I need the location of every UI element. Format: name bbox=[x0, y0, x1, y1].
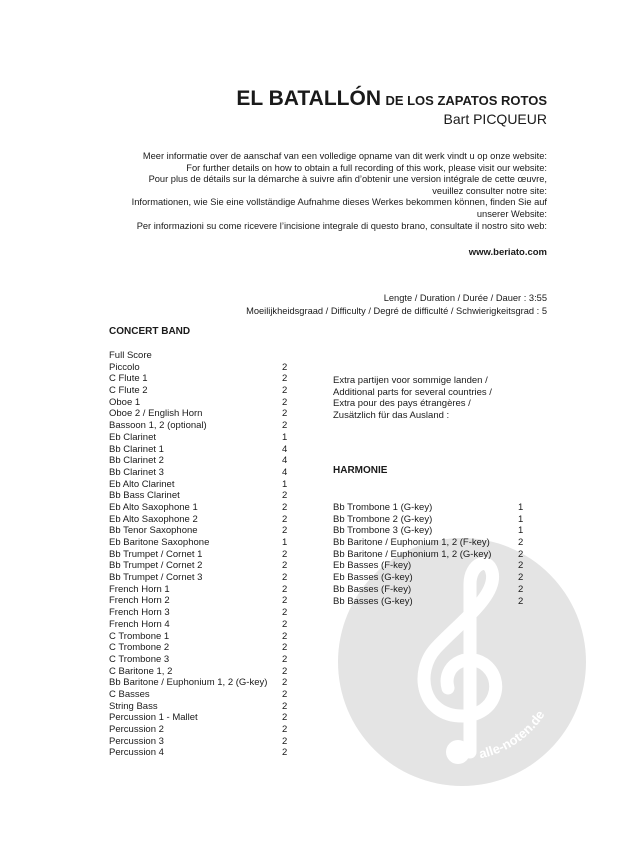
part-name: Eb Clarinet bbox=[109, 431, 156, 443]
part-row bbox=[333, 584, 543, 596]
part-name: Bb Trumpet / Cornet 2 bbox=[109, 560, 203, 572]
part-row bbox=[109, 397, 309, 409]
part-row bbox=[333, 549, 543, 561]
part-name: Oboe 2 / English Horn bbox=[109, 408, 203, 420]
part-quantity: 4 bbox=[282, 455, 288, 467]
part-quantity: 1 bbox=[282, 478, 288, 490]
part-quantity: 2 bbox=[282, 501, 288, 513]
part-row bbox=[109, 595, 309, 607]
part-name: Bb Trombone 1 (G-key) bbox=[333, 502, 433, 513]
part-row bbox=[333, 596, 543, 608]
part-name: Percussion 3 bbox=[109, 735, 164, 747]
concert-band-parts-list bbox=[109, 350, 309, 759]
part-quantity: 4 bbox=[282, 443, 288, 455]
part-row bbox=[109, 502, 309, 514]
part-name: Bb Clarinet 2 bbox=[109, 455, 164, 467]
part-quantity: 2 bbox=[282, 618, 288, 630]
part-quantity: 2 bbox=[282, 583, 288, 595]
title-subtitle: DE LOS ZAPATOS ROTOS bbox=[385, 93, 547, 108]
part-name: Bb Baritone / Euphonium 1, 2 (G-key) bbox=[109, 677, 268, 689]
part-name: C Trombone 1 bbox=[109, 630, 170, 642]
part-quantity: 2 bbox=[282, 373, 288, 385]
part-quantity: 2 bbox=[282, 677, 288, 689]
part-name: Bb Trumpet / Cornet 1 bbox=[109, 548, 203, 560]
part-row bbox=[109, 432, 309, 444]
part-row bbox=[109, 350, 309, 362]
part-row bbox=[109, 747, 309, 759]
part-name: Bb Bass Clarinet bbox=[109, 490, 180, 502]
part-quantity: 1 bbox=[282, 537, 288, 548]
part-row bbox=[109, 537, 309, 549]
part-name: Eb Alto Saxophone 2 bbox=[109, 513, 198, 525]
info-line: veuillez consulter notre site: bbox=[432, 185, 547, 196]
part-name: Full Score bbox=[109, 350, 152, 361]
duration: Lengte / Duration / Durée / Dauer : 3:55 bbox=[383, 293, 547, 303]
part-quantity: 2 bbox=[282, 385, 288, 397]
part-name: Bassoon 1, 2 (optional) bbox=[109, 420, 207, 432]
extra-parts-note bbox=[333, 375, 492, 421]
part-row bbox=[109, 444, 309, 456]
info-line: Informationen, wie Sie eine vollständige Aufnahme dieses Werkes bekommen können, finden Sie auf bbox=[131, 197, 547, 208]
svg-text:alle-noten.de: alle-noten.de bbox=[477, 707, 548, 762]
part-name: Bb Basses (G-key) bbox=[333, 595, 413, 607]
part-name: Bb Baritone / Euphonium 1, 2 (F-key) bbox=[333, 537, 490, 549]
part-quantity: 4 bbox=[282, 466, 288, 478]
part-row bbox=[109, 572, 309, 584]
composer: Bart PICQUEUR bbox=[443, 111, 547, 127]
part-name: Percussion 2 bbox=[109, 724, 164, 735]
part-name: French Horn 4 bbox=[109, 618, 170, 630]
part-quantity: 2 bbox=[282, 688, 288, 700]
part-row bbox=[109, 701, 309, 713]
part-name: French Horn 2 bbox=[109, 595, 170, 607]
part-name: C Baritone 1, 2 bbox=[109, 665, 173, 677]
extra-parts-line: Zusätzlich für das Ausland : bbox=[333, 409, 450, 421]
part-quantity: 2 bbox=[518, 583, 524, 595]
part-row bbox=[333, 514, 543, 526]
part-name: String Bass bbox=[109, 700, 158, 712]
info-line: Per informazioni su come ricevere l’incisione integrale di questo brano, consultate il nostro sito web: bbox=[136, 220, 547, 231]
part-quantity: 2 bbox=[282, 665, 288, 677]
part-row bbox=[109, 490, 309, 502]
part-row bbox=[109, 455, 309, 467]
part-row bbox=[109, 619, 309, 631]
part-name: Bb Baritone / Euphonium 1, 2 (G-key) bbox=[333, 548, 492, 560]
part-row bbox=[109, 385, 309, 397]
info-line: Meer informatie over de aanschaf van een volledige opname van dit werk vindt u op onze website: bbox=[142, 151, 547, 161]
part-row bbox=[333, 525, 543, 537]
part-quantity: 2 bbox=[518, 595, 524, 607]
part-quantity: 2 bbox=[282, 525, 288, 537]
part-quantity: 2 bbox=[518, 560, 524, 572]
extra-parts-line: Additional parts for several countries / bbox=[333, 386, 492, 398]
part-quantity: 2 bbox=[282, 396, 288, 408]
part-quantity: 2 bbox=[282, 513, 288, 525]
part-quantity: 2 bbox=[282, 712, 288, 724]
harmonie-heading: HARMONIE bbox=[333, 465, 388, 476]
part-name: French Horn 3 bbox=[109, 607, 170, 619]
part-row bbox=[109, 607, 309, 619]
difficulty: Moeilijkheidsgraad / Difficulty / Degré de difficulté / Schwierigkeitsgrad : 5 bbox=[246, 305, 547, 316]
part-row bbox=[109, 525, 309, 537]
part-row bbox=[333, 537, 543, 549]
part-name: C Basses bbox=[109, 688, 150, 700]
part-row bbox=[109, 689, 309, 701]
concert-band-heading: CONCERT BAND bbox=[109, 326, 191, 337]
part-name: Eb Basses (G-key) bbox=[333, 572, 413, 584]
title-main: EL BATALLÓN bbox=[236, 87, 381, 110]
part-quantity: 2 bbox=[282, 607, 288, 619]
part-row bbox=[109, 666, 309, 678]
part-quantity: 2 bbox=[518, 537, 524, 549]
part-quantity: 2 bbox=[282, 735, 288, 747]
part-quantity: 2 bbox=[282, 572, 288, 584]
part-name: Eb Alto Clarinet bbox=[109, 478, 175, 490]
part-row bbox=[109, 467, 309, 479]
part-row bbox=[109, 631, 309, 643]
part-row bbox=[109, 724, 309, 736]
part-row bbox=[333, 572, 543, 584]
part-name: French Horn 1 bbox=[109, 583, 170, 595]
part-quantity: 2 bbox=[282, 490, 288, 502]
info-line: unserer Website: bbox=[476, 208, 547, 219]
website-link[interactable]: www.beriato.com bbox=[468, 247, 547, 258]
extra-parts-line: Extra pour des pays étrangères / bbox=[333, 398, 471, 410]
part-name: Eb Alto Saxophone 1 bbox=[109, 501, 198, 513]
part-row bbox=[333, 560, 543, 572]
part-name: Eb Basses (F-key) bbox=[333, 560, 412, 572]
part-row bbox=[109, 362, 309, 374]
part-quantity: 2 bbox=[282, 653, 288, 665]
part-row bbox=[109, 736, 309, 748]
part-quantity: 2 bbox=[282, 560, 288, 572]
part-row bbox=[109, 677, 309, 689]
part-name: Bb Clarinet 3 bbox=[109, 466, 164, 478]
part-quantity: 1 bbox=[282, 431, 288, 443]
extra-parts-line: Extra partijen voor sommige landen / bbox=[333, 375, 488, 386]
part-quantity: 2 bbox=[282, 361, 288, 373]
part-name: C Flute 2 bbox=[109, 385, 148, 397]
part-quantity: 2 bbox=[282, 630, 288, 642]
part-quantity: 2 bbox=[282, 724, 288, 735]
part-name: Percussion 1 - Mallet bbox=[109, 712, 198, 724]
part-quantity: 2 bbox=[282, 642, 288, 654]
part-name: C Trombone 3 bbox=[109, 653, 170, 665]
part-name: Oboe 1 bbox=[109, 396, 141, 408]
page-title bbox=[236, 87, 547, 111]
part-row bbox=[109, 420, 309, 432]
recording-info bbox=[132, 151, 547, 232]
part-name: Bb Basses (F-key) bbox=[333, 583, 412, 595]
part-row bbox=[109, 712, 309, 724]
part-name: Bb Clarinet 1 bbox=[109, 443, 164, 455]
part-quantity: 2 bbox=[282, 548, 288, 560]
part-quantity: 1 bbox=[518, 502, 524, 513]
info-line: Pour plus de détails sur la démarche à suivre afin d’obtenir une version intégrale de cette œuvre, bbox=[148, 174, 547, 185]
part-quantity: 2 bbox=[282, 700, 288, 712]
part-row bbox=[109, 479, 309, 491]
part-row bbox=[109, 373, 309, 385]
part-name: Eb Baritone Saxophone bbox=[109, 537, 210, 548]
part-row bbox=[333, 502, 543, 514]
part-row bbox=[109, 549, 309, 561]
part-quantity: 2 bbox=[282, 747, 288, 759]
duration-info bbox=[246, 292, 547, 317]
part-name: Percussion 4 bbox=[109, 747, 164, 759]
part-quantity: 2 bbox=[518, 572, 524, 584]
part-quantity: 2 bbox=[282, 595, 288, 607]
part-row bbox=[109, 584, 309, 596]
harmonie-parts-list bbox=[333, 502, 543, 607]
part-name: Bb Trombone 2 (G-key) bbox=[333, 513, 433, 525]
info-line: For further details on how to obtain a full recording of this work, please visit our website: bbox=[186, 162, 547, 173]
part-row bbox=[109, 642, 309, 654]
part-name: C Flute 1 bbox=[109, 373, 148, 385]
part-name: Piccolo bbox=[109, 361, 140, 373]
part-quantity: 2 bbox=[518, 548, 524, 560]
part-row bbox=[109, 408, 309, 420]
part-row bbox=[109, 514, 309, 526]
part-name: Bb Tenor Saxophone bbox=[109, 525, 198, 537]
part-quantity: 2 bbox=[282, 408, 288, 420]
part-name: Bb Trumpet / Cornet 3 bbox=[109, 572, 203, 584]
part-name: Bb Trombone 3 (G-key) bbox=[333, 525, 433, 537]
part-name: C Trombone 2 bbox=[109, 642, 170, 654]
part-quantity: 1 bbox=[518, 513, 524, 525]
part-quantity: 2 bbox=[282, 420, 288, 432]
part-row bbox=[109, 654, 309, 666]
part-quantity: 1 bbox=[518, 525, 524, 537]
part-row bbox=[109, 560, 309, 572]
